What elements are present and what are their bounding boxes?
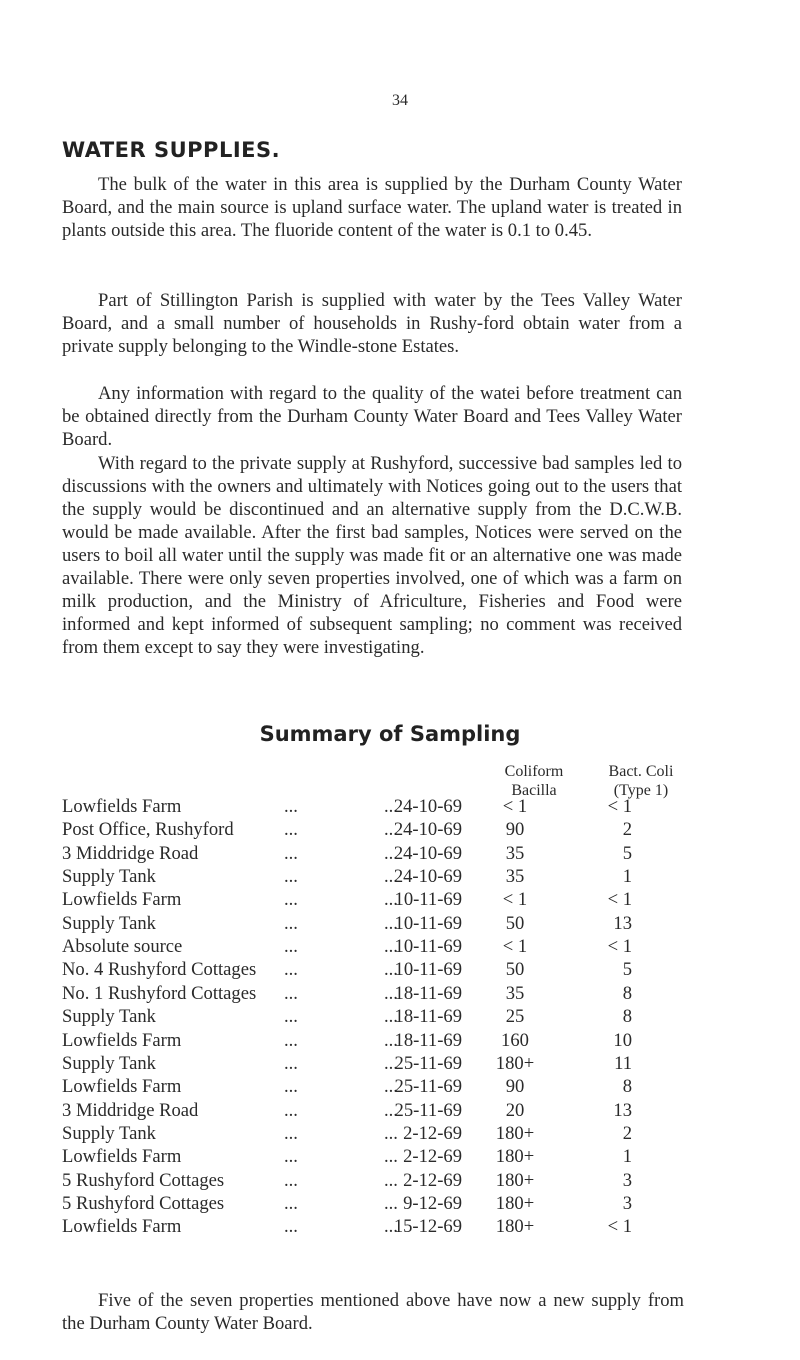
sample-location: Lowfields Farm bbox=[62, 1029, 182, 1051]
leader-dots: ... bbox=[384, 936, 398, 958]
sample-date: 25-11-69 bbox=[394, 1076, 462, 1098]
paragraph-rushyford-supply: With regard to the private supply at Rushyford, successive bad samples led to discussions with the owners and ultimately with Notices going out to the users that the supply would be discontinued and an alternative supply from the D.C.W.B. would be made available. After the first bad samples, Notices were served on the users to boil all water until the supply was made fit or an alternative one was made available. There were only seven properties involved, one of which was a farm on milk production, and the Ministry of Africulture, Fisheries and Food were informed and kept informed of subsequent sampling; no comment was received from them except to say they were investigating. bbox=[62, 453, 682, 658]
sample-location: Absolute source bbox=[62, 936, 183, 958]
leader-dots: ... bbox=[384, 1029, 398, 1051]
coliform-value: 35 bbox=[505, 866, 525, 888]
leader-dots: ... bbox=[384, 1006, 398, 1028]
leader-dots: ... bbox=[284, 1006, 298, 1028]
table-row bbox=[62, 1075, 702, 1098]
sample-date: 24-10-69 bbox=[393, 866, 462, 888]
sample-location: Lowfields Farm bbox=[62, 796, 182, 817]
paragraph-quality-info: Any information with regard to the quality of the watei before treatment can be obtained directly from the Durham County Water Board and Tees Valley Water Board. bbox=[62, 383, 682, 450]
bact-coli-value: < 1 bbox=[607, 936, 632, 958]
coliform-value: 20 bbox=[505, 1099, 525, 1121]
leader-dots: ... bbox=[384, 1192, 398, 1214]
sample-date: 24-10-69 bbox=[393, 842, 462, 864]
leader-dots: ... bbox=[284, 796, 298, 817]
bact-header-line2: (Type 1) bbox=[613, 782, 669, 799]
table-row bbox=[62, 935, 702, 958]
sample-date: 2-12-69 bbox=[403, 1169, 462, 1191]
coliform-value: 35 bbox=[505, 842, 525, 864]
table-row bbox=[62, 1192, 702, 1215]
coliform-value: 180+ bbox=[495, 1052, 535, 1074]
leader-dots: ... bbox=[284, 1216, 298, 1238]
coliform-value: 180+ bbox=[495, 1169, 535, 1191]
closing-paragraph: Five of the seven properties mentioned above have now a new supply from the Durham County Water Board. bbox=[62, 1290, 684, 1334]
table-row bbox=[62, 888, 702, 911]
coliform-value: 35 bbox=[505, 982, 525, 1004]
table-row bbox=[62, 1122, 702, 1145]
leader-dots: ... bbox=[384, 1099, 398, 1121]
sample-location: Supply Tank bbox=[62, 1122, 156, 1144]
paragraph-stillington: Part of Stillington Parish is supplied with water by the Tees Valley Water Board, and a small number of households in Rushy-ford obtain water from a private supply belonging to the Windle-stone Estates. bbox=[62, 290, 682, 357]
leader-dots: ... bbox=[384, 1052, 398, 1074]
table-row bbox=[62, 1169, 702, 1192]
table-row bbox=[62, 795, 702, 818]
leader-dots: ... bbox=[384, 1216, 398, 1238]
table-row bbox=[62, 1215, 702, 1238]
sample-date: 9-12-69 bbox=[403, 1192, 462, 1214]
coliform-value: < 1 bbox=[502, 889, 528, 911]
sample-location: 5 Rushyford Cottages bbox=[62, 1192, 225, 1214]
sample-date: 18-11-69 bbox=[394, 982, 462, 1004]
sample-date: 25-11-69 bbox=[394, 1099, 462, 1121]
sample-date: 24-10-69 bbox=[393, 819, 462, 841]
sample-date: 2-12-69 bbox=[403, 1122, 462, 1144]
coliform-value: 50 bbox=[505, 912, 525, 934]
bact-coli-value: < 1 bbox=[607, 889, 632, 911]
sample-date: 18-11-69 bbox=[394, 1029, 462, 1051]
table-row bbox=[62, 1005, 702, 1028]
coliform-value: < 1 bbox=[502, 796, 528, 817]
leader-dots: ... bbox=[284, 1146, 298, 1168]
leader-dots: ... bbox=[284, 1122, 298, 1144]
sample-location: Post Office, Rushyford bbox=[62, 819, 234, 841]
sample-location: Supply Tank bbox=[62, 912, 156, 934]
sample-location: Lowfields Farm bbox=[62, 1216, 182, 1238]
table-row bbox=[62, 1099, 702, 1122]
leader-dots: ... bbox=[284, 1052, 298, 1074]
table-row bbox=[62, 1145, 702, 1168]
leader-dots: ... bbox=[284, 912, 298, 934]
coliform-value: 50 bbox=[505, 959, 525, 981]
table-row bbox=[62, 912, 702, 935]
leader-dots: ... bbox=[384, 796, 398, 817]
bact-coli-value: 5 bbox=[622, 842, 632, 864]
bact-coli-value: 10 bbox=[613, 1029, 632, 1051]
bact-coli-value: 2 bbox=[622, 819, 632, 841]
sample-location: No. 4 Rushyford Cottages bbox=[62, 959, 257, 981]
sample-date: 10-11-69 bbox=[394, 912, 462, 934]
section-title: WATER SUPPLIES. bbox=[62, 138, 281, 162]
bact-coli-value: 3 bbox=[622, 1192, 632, 1214]
table-row bbox=[62, 1029, 702, 1052]
sample-date: 10-11-69 bbox=[394, 959, 462, 981]
coliform-value: 25 bbox=[505, 1006, 525, 1028]
leader-dots: ... bbox=[384, 889, 398, 911]
coliform-value: 180+ bbox=[495, 1146, 535, 1168]
sample-location: Lowfields Farm bbox=[62, 1146, 182, 1168]
coliform-header-line2: Bacilla bbox=[511, 782, 557, 799]
leader-dots: ... bbox=[384, 1076, 398, 1098]
table-row bbox=[62, 982, 702, 1005]
leader-dots: ... bbox=[284, 1029, 298, 1051]
leader-dots: ... bbox=[284, 842, 298, 864]
leader-dots: ... bbox=[384, 912, 398, 934]
sample-location: Lowfields Farm bbox=[62, 889, 182, 911]
bact-coli-value: 11 bbox=[614, 1052, 632, 1074]
sample-date: 15-12-69 bbox=[393, 1216, 462, 1238]
bact-coli-value: 3 bbox=[622, 1169, 632, 1191]
sample-location: 3 Middridge Road bbox=[62, 842, 199, 864]
sample-location: Supply Tank bbox=[62, 1006, 156, 1028]
leader-dots: ... bbox=[384, 959, 398, 981]
leader-dots: ... bbox=[284, 982, 298, 1004]
paragraph-water-source: The bulk of the water in this area is supplied by the Durham County Water Board, and the main source is upland surface water. The upland water is treated in plants outside this area. The fluoride content of the water is 0.1 to 0.45. bbox=[62, 174, 682, 241]
sample-date: 24-10-69 bbox=[393, 796, 462, 817]
bact-coli-value: 8 bbox=[622, 1006, 632, 1028]
bact-coli-value: 8 bbox=[622, 1076, 632, 1098]
sample-date: 18-11-69 bbox=[394, 1006, 462, 1028]
bact-coli-value: < 1 bbox=[607, 796, 632, 817]
coliform-value: 90 bbox=[505, 1076, 525, 1098]
leader-dots: ... bbox=[384, 982, 398, 1004]
sample-location: Supply Tank bbox=[62, 1052, 156, 1074]
leader-dots: ... bbox=[384, 1169, 398, 1191]
page-number: 34 bbox=[392, 92, 408, 109]
bact-header-line1: Bact. Coli bbox=[608, 763, 674, 780]
sample-location: 5 Rushyford Cottages bbox=[62, 1169, 225, 1191]
bact-coli-value: 8 bbox=[622, 982, 632, 1004]
leader-dots: ... bbox=[284, 1192, 298, 1214]
bact-coli-value: 5 bbox=[622, 959, 632, 981]
bact-coli-value: 13 bbox=[613, 912, 632, 934]
leader-dots: ... bbox=[284, 819, 298, 841]
sample-location: 3 Middridge Road bbox=[62, 1099, 199, 1121]
sample-location: No. 1 Rushyford Cottages bbox=[62, 982, 257, 1004]
leader-dots: ... bbox=[284, 1169, 298, 1191]
sample-location: Supply Tank bbox=[62, 866, 156, 888]
leader-dots: ... bbox=[384, 819, 398, 841]
bact-coli-value: 1 bbox=[622, 1146, 632, 1168]
leader-dots: ... bbox=[384, 866, 398, 888]
leader-dots: ... bbox=[284, 1099, 298, 1121]
leader-dots: ... bbox=[284, 889, 298, 911]
leader-dots: ... bbox=[284, 1076, 298, 1098]
leader-dots: ... bbox=[384, 1122, 398, 1144]
coliform-value: 160 bbox=[501, 1029, 529, 1051]
bact-coli-value: 13 bbox=[613, 1099, 632, 1121]
table-row bbox=[62, 958, 702, 981]
summary-title: Summary of Sampling bbox=[259, 722, 521, 746]
leader-dots: ... bbox=[284, 936, 298, 958]
table-row bbox=[62, 842, 702, 865]
table-row bbox=[62, 818, 702, 841]
table-row bbox=[62, 865, 702, 888]
bact-coli-value: < 1 bbox=[607, 1216, 632, 1238]
sample-date: 25-11-69 bbox=[394, 1052, 462, 1074]
leader-dots: ... bbox=[384, 1146, 398, 1168]
bact-coli-value: 1 bbox=[622, 866, 632, 888]
leader-dots: ... bbox=[284, 866, 298, 888]
coliform-value: 90 bbox=[505, 819, 525, 841]
sample-date: 10-11-69 bbox=[394, 936, 462, 958]
leader-dots: ... bbox=[284, 959, 298, 981]
coliform-value: 180+ bbox=[495, 1216, 535, 1238]
sample-date: 10-11-69 bbox=[394, 889, 462, 911]
coliform-value: 180+ bbox=[495, 1192, 535, 1214]
coliform-header-line1: Coliform bbox=[504, 763, 564, 780]
coliform-value: < 1 bbox=[502, 936, 528, 958]
leader-dots: ... bbox=[384, 842, 398, 864]
bact-coli-value: 2 bbox=[622, 1122, 632, 1144]
sample-location: Lowfields Farm bbox=[62, 1076, 182, 1098]
coliform-value: 180+ bbox=[495, 1122, 535, 1144]
table-row bbox=[62, 1052, 702, 1075]
sample-date: 2-12-69 bbox=[403, 1146, 462, 1168]
